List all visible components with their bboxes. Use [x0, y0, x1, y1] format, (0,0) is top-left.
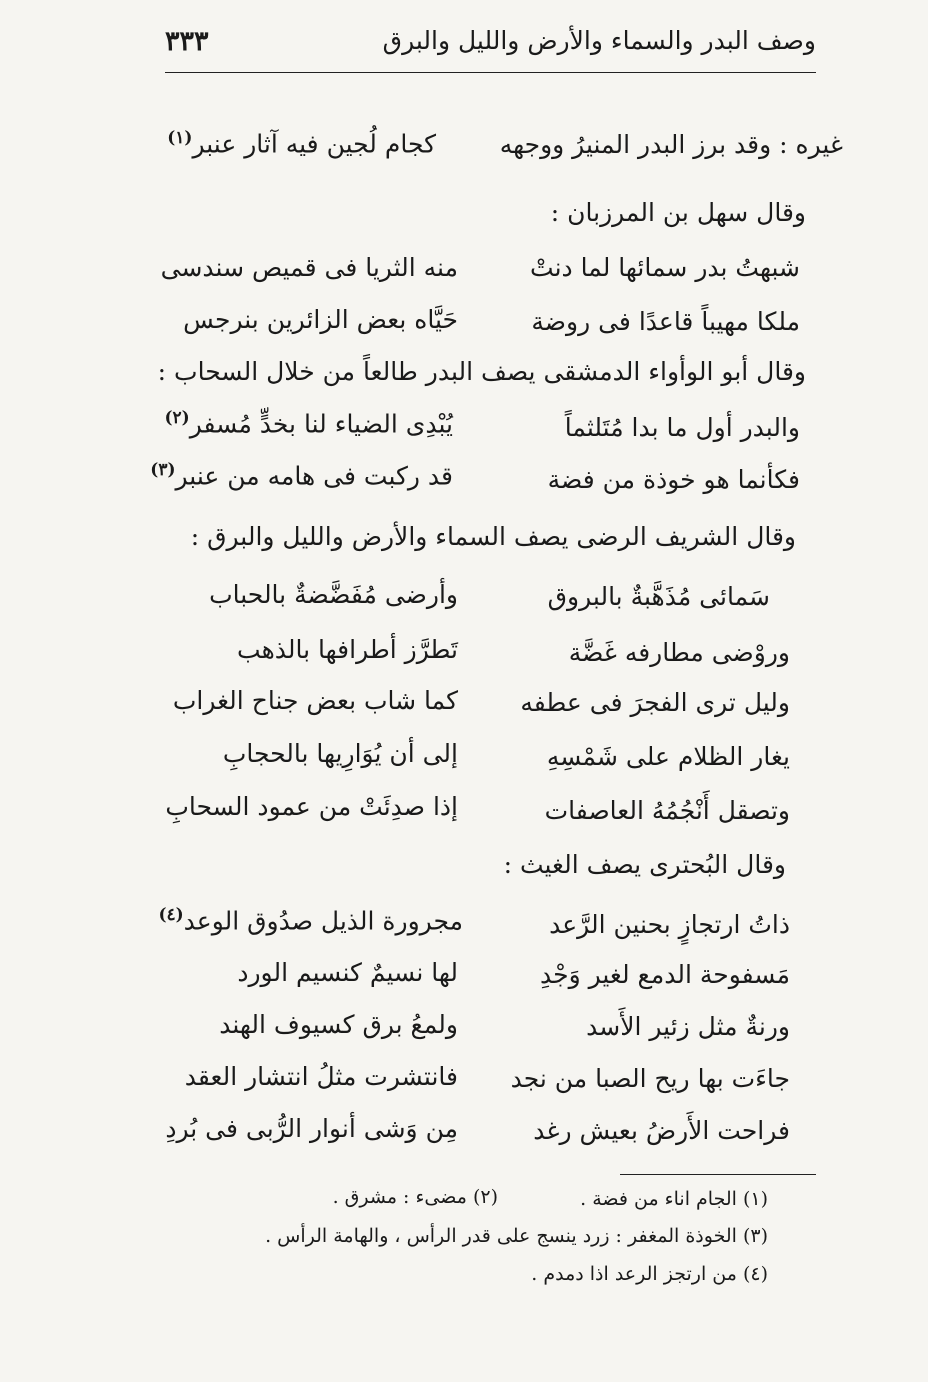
- verse-hemistich-b: فانتشرت مثلُ انتشار العقد: [184, 1062, 458, 1091]
- verse-hemistich-b: لها نسيمٌ كنسيم الورد: [237, 958, 458, 987]
- verse-hemistich-a: سَمائى مُذَهَّبةٌ بالبروق: [547, 582, 770, 611]
- footnote-1: (١) الجام اناء من فضة .: [580, 1188, 768, 1210]
- verse-hemistich-a: ورنةٌ مثل زئير الأَسد: [586, 1012, 790, 1041]
- verse-hemistich-a: يغار الظلام على شَمْسِهِ: [546, 742, 790, 771]
- verse-hemistich-a: شبهتُ بدر سمائها لما دنتْ: [530, 253, 800, 282]
- verse-hemistich-a: وروْضى مطارفه غَضَّة: [568, 638, 790, 667]
- page-header: [165, 22, 816, 73]
- intro-hemistich-a: غيره : وقد برز البدر المنيرُ ووجهه: [499, 130, 843, 159]
- verse-hemistich-a: والبدر أول ما بدا مُتَلثماً: [564, 413, 800, 442]
- verse-hemistich-a: ملكا مهيباً قاعدًا فى روضة: [531, 307, 800, 336]
- footnote-4: (٤) من ارتجز الرعد اذا دمدم .: [531, 1263, 768, 1285]
- note-marker: (٣): [150, 460, 176, 480]
- verse-hemistich-b: مجرورة الذيل صدُوق الوعد$^{(٤)}$: [158, 905, 463, 936]
- verse-hemistich-a: وليل ترى الفجرَ فى عطفه: [520, 688, 790, 717]
- verse-hemistich-b: تَطرَّز أطرافها بالذهب: [237, 635, 458, 664]
- footnote-3: (٣) الخوذة المغفر : زرد ينسج على قدر الرأس ، والهامة الرأس .: [265, 1225, 768, 1247]
- verse-hemistich-a: فراحت الأَرضُ بعيش رغد: [533, 1116, 790, 1145]
- verse-hemistich-b: قد ركبت فى هامه من عنبر$^{(٣)}$: [150, 460, 453, 491]
- verse-hemistich-b: وأرضى مُفَضَّضةٌ بالحباب: [209, 580, 458, 609]
- verse-hemistich-b: يُبْدِى الضياء لنا بخدٍّ مُسفر$^{(٢)}$: [164, 408, 453, 439]
- note-marker: (١): [167, 128, 193, 148]
- verse-hemistich-a: مَسفوحة الدمع لغير وَجْدِ: [540, 960, 790, 989]
- verse-hemistich-a: وتصقل أَنْجُمُهُ العاصفات: [544, 796, 790, 825]
- verse-hemistich-b: إذا صدِئَتْ من عمود السحابِ: [165, 792, 458, 821]
- section-heading: وقال أبو الوأواء الدمشقى يصف البدر طالعاً من خلال السحاب :: [157, 357, 806, 386]
- verse-hemistich-b: إلى أن يُوَارِيها بالحجابِ: [222, 739, 458, 768]
- footnote-separator: [620, 1174, 816, 1175]
- section-heading: وقال البُحترى يصف الغيث :: [503, 850, 786, 879]
- section-heading: وقال الشريف الرضى يصف السماء والأرض والليل والبرق :: [190, 522, 796, 551]
- page-number: ٣٣٣: [165, 26, 209, 57]
- note-marker: (٤): [158, 905, 184, 925]
- intro-hemistich-b: كجام لُجين فيه آثار عنبر$^{(١)}$: [167, 128, 436, 159]
- running-title: وصف البدر والسماء والأرض والليل والبرق: [382, 26, 816, 55]
- section-heading: وقال سهل بن المرزبان :: [550, 198, 806, 227]
- verse-hemistich-b: منه الثريا فى قميص سندسى: [160, 253, 458, 282]
- note-marker: (٢): [164, 408, 190, 428]
- verse-hemistich-b: مِن وَشى أنوار الرُّبى فى بُردِ: [165, 1114, 458, 1143]
- verse-hemistich-b: حَيَّاه بعض الزائرين بنرجس: [183, 305, 458, 334]
- verse-hemistich-a: ذاتُ ارتجازٍ بحنين الرَّعد: [549, 910, 790, 939]
- verse-hemistich-a: جاءَت بها ريح الصبا من نجد: [510, 1064, 790, 1093]
- verse-hemistich-b: ولمعُ برق كسيوف الهند: [219, 1010, 458, 1039]
- verse-hemistich-a: فكأنما هو خوذة من فضة: [547, 465, 800, 494]
- footnote-2: (٢) مضىء : مشرق .: [332, 1186, 498, 1208]
- verse-hemistich-b: كما شاب بعض جناح الغراب: [172, 686, 458, 715]
